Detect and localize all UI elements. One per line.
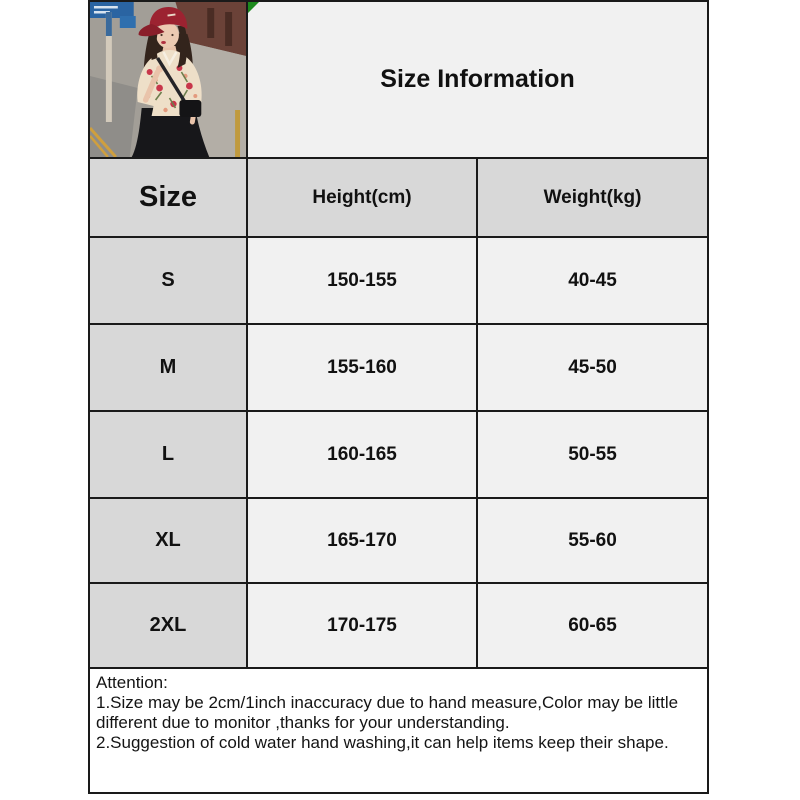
face: [156, 22, 179, 48]
row-l-weight: 50-55: [478, 412, 707, 497]
row-m-size-label: M: [90, 325, 246, 410]
row-m-weight: 45-50: [478, 325, 707, 410]
column-header-height: Height(cm): [248, 159, 476, 236]
row-xl-size-label: XL: [90, 499, 246, 582]
lips: [161, 41, 166, 44]
size-info-sheet: [88, 0, 709, 794]
row-s-size-label: S: [90, 238, 246, 323]
green-corner-marker: [248, 2, 259, 13]
attention-note-1: 1.Size may be 2cm/1inch inaccuracy due to hand measure,Color may be little different due to monitor ,thanks for your understanding.: [96, 693, 679, 732]
product-photo: [90, 2, 246, 157]
black-bag: [179, 100, 201, 117]
row-2xl-size-label: 2XL: [90, 584, 246, 667]
column-header-weight: Weight(kg): [478, 159, 707, 236]
column-header-size: Size: [90, 159, 246, 236]
attention-box: [90, 669, 707, 792]
row-l-size-label: L: [90, 412, 246, 497]
row-xl-weight: 55-60: [478, 499, 707, 582]
attention-heading: Attention:: [96, 673, 168, 692]
model-photo-illustration: [90, 2, 246, 157]
size-information-title-cell: [248, 2, 707, 157]
row-s-weight: 40-45: [478, 238, 707, 323]
row-2xl-height: 170-175: [248, 584, 476, 667]
attention-note-2: 2.Suggestion of cold water hand washing,it can help items keep their shape.: [96, 733, 669, 752]
row-2xl-weight: 60-65: [478, 584, 707, 667]
row-s-height: 150-155: [248, 238, 476, 323]
row-xl-height: 165-170: [248, 499, 476, 582]
row-l-height: 160-165: [248, 412, 476, 497]
yellow-pole: [235, 110, 240, 157]
row-m-height: 155-160: [248, 325, 476, 410]
page-title: Size Information: [380, 65, 575, 93]
street-sign-small: [120, 16, 136, 28]
